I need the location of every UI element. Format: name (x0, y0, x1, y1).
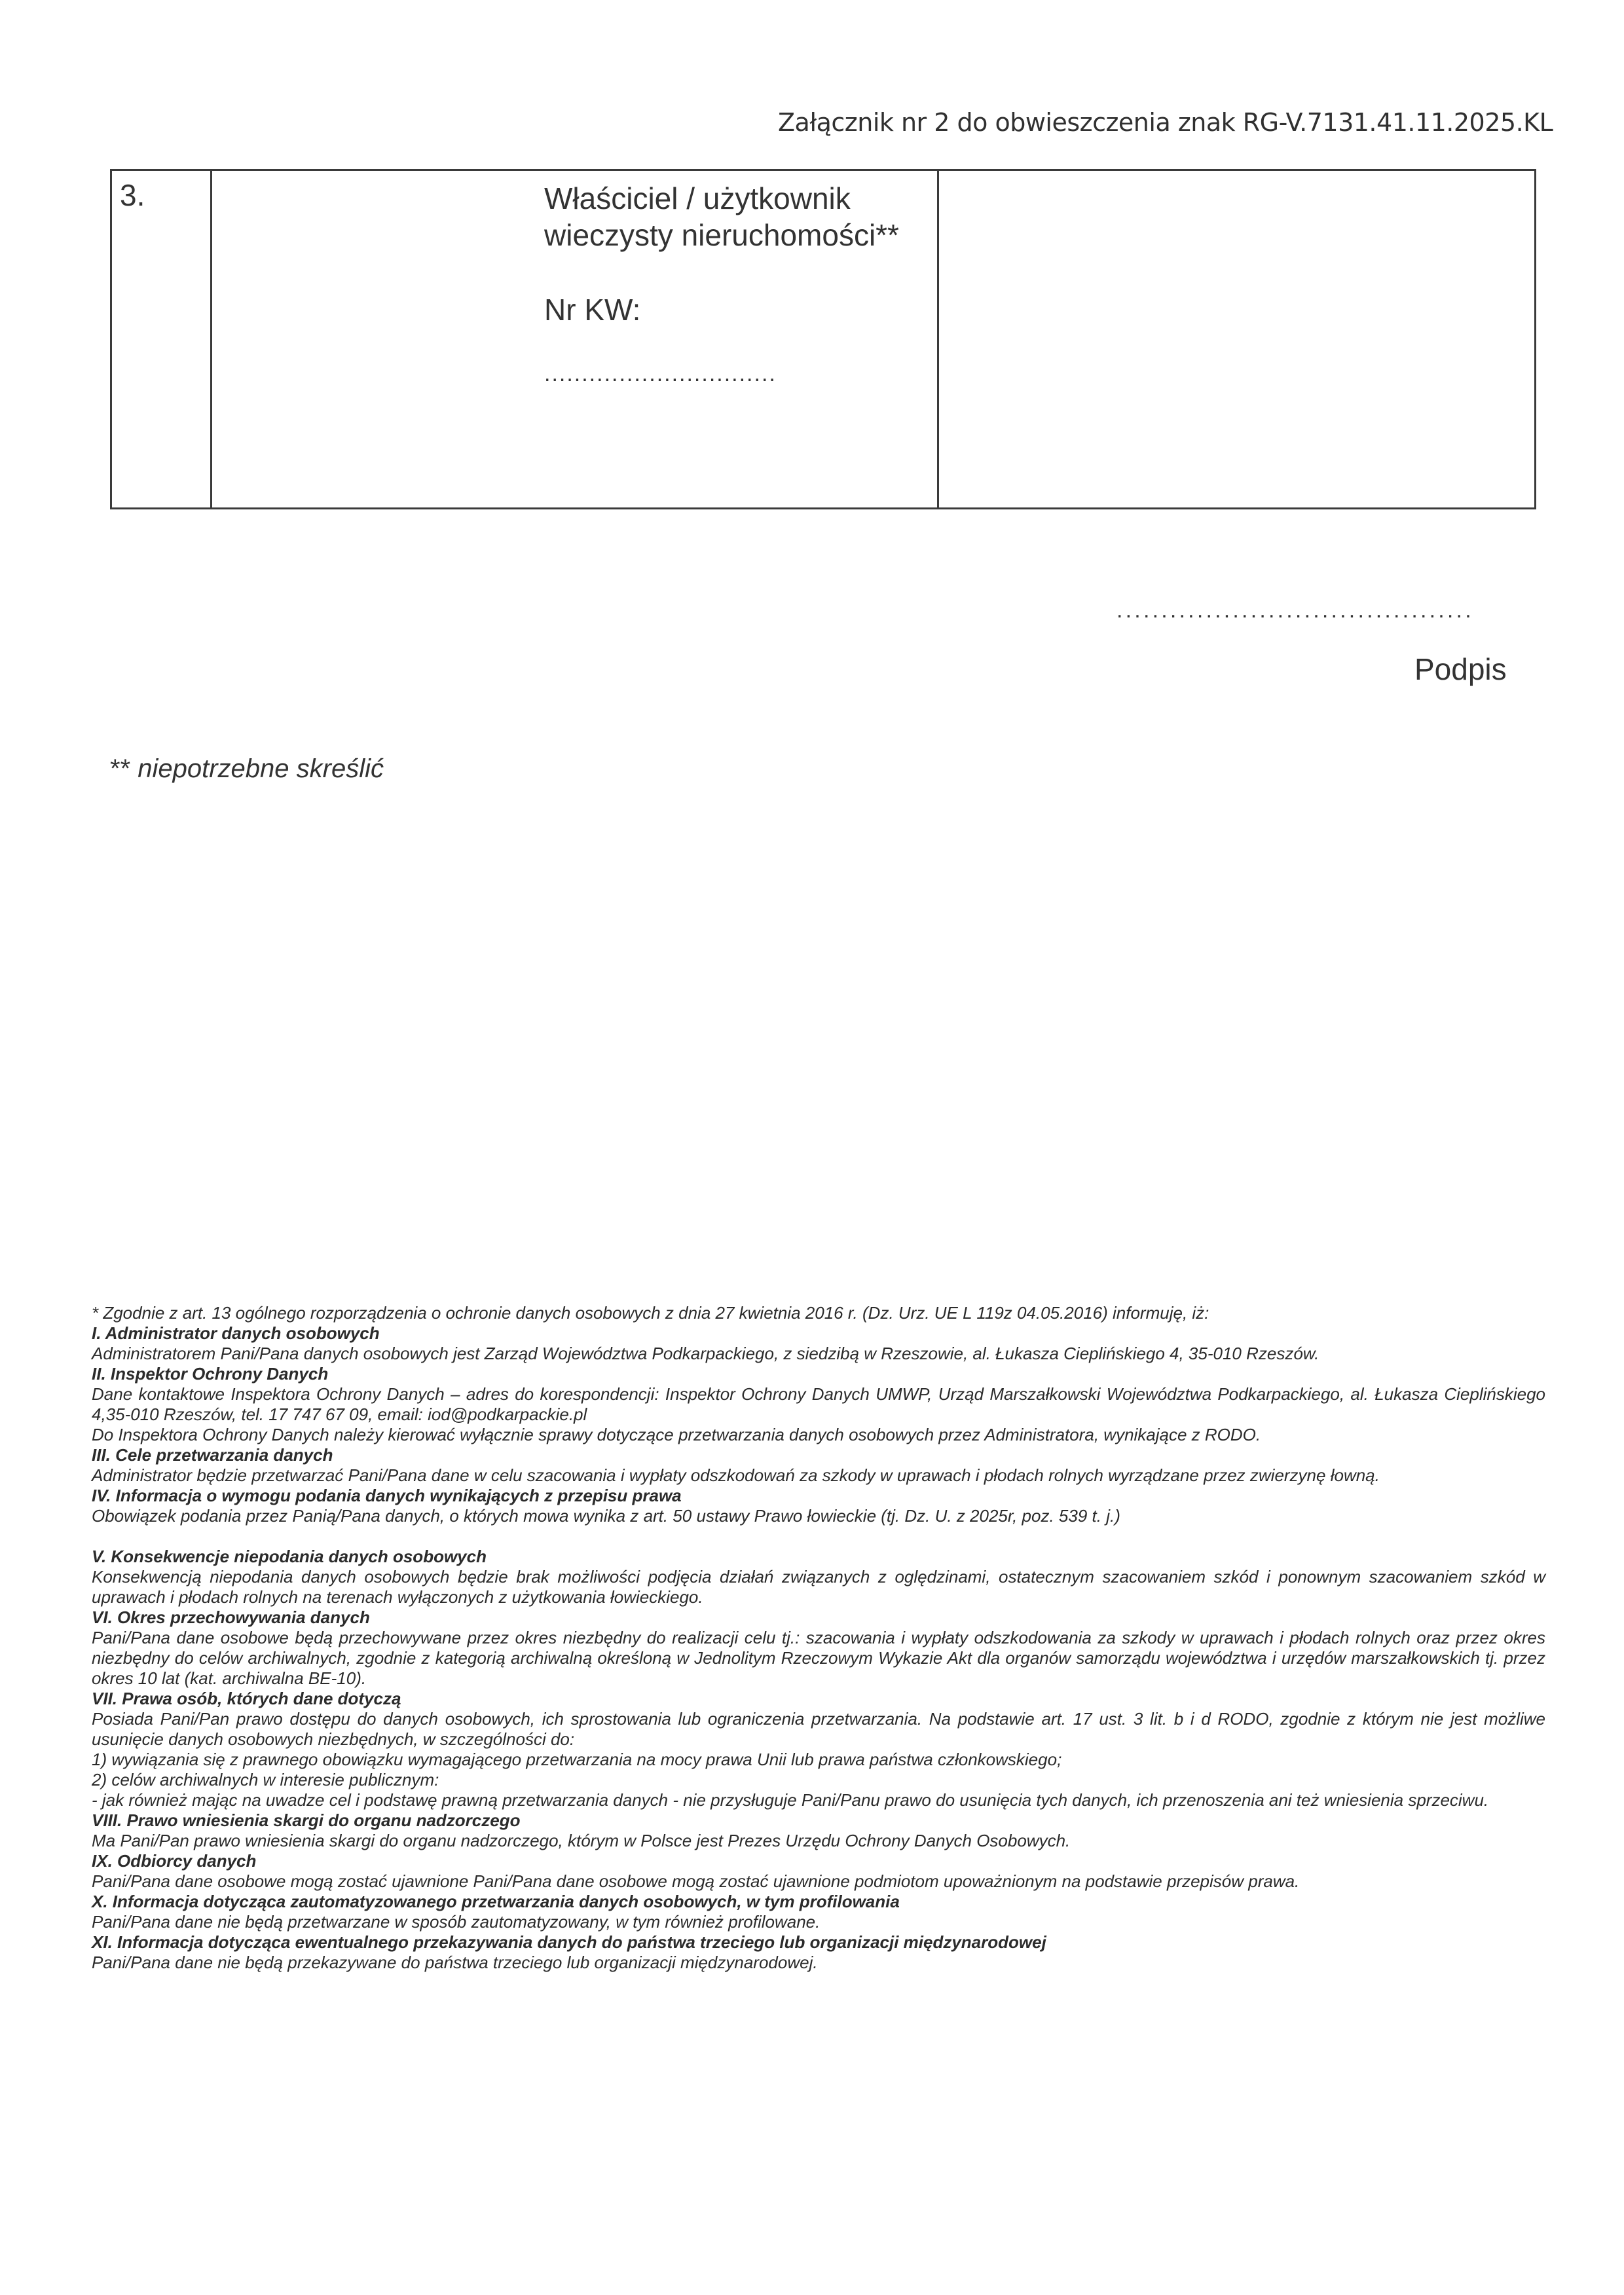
section-text: Pani/Pana dane osobowe mogą zostać ujawnione Pani/Pana dane osobowe mogą zostać ujawnione podmiotom upoważnionym na podstawie przepisów prawa. (92, 1871, 1300, 1891)
strike-footnote (110, 753, 384, 784)
land-register-label: Nr KW: (544, 293, 641, 327)
section-text: Ma Pani/Pan prawo wniesienia skargi do organu nadzorczego, którym w Polsce jest Prezes Urzędu Ochrony Danych Osobowych. (92, 1831, 1071, 1850)
section-text: 1) wywiązania się z prawnego obowiązku wymagającego przetwarzania na mocy prawa Unii lub prawa państwa członkowskiego; (92, 1750, 1062, 1769)
section-heading: VI. Okres przechowywania danych (92, 1607, 370, 1627)
section-heading: IV. Informacja o wymogu podania danych wynikających z przepisu prawa (92, 1486, 682, 1505)
spacer (92, 1526, 1545, 1547)
rodo-intro: * Zgodnie z art. 13 ogólnego rozporządzenia o ochronie danych osobowych z dnia 27 kwietnia 2016 r. (Dz. Urz. UE L 119z 04.05.2016) informuję, iż: (92, 1303, 1209, 1323)
section-text: Administratorem Pani/Pana danych osobowych jest Zarząd Województwa Podkarpackiego, z siedzibą w Rzeszowie, al. Łukasza Cieplińskiego 4, 35-010 Rzeszów. (92, 1344, 1320, 1363)
section-text: Administrator będzie przetwarzać Pani/Pana dane w celu szacowania i wypłaty odszkodowań za szkody w uprawach i płodach rolnych wyrządzane przez zwierzynę łowną. (92, 1465, 1380, 1485)
section-text: 2) celów archiwalnych w interesie publicznym: (92, 1770, 439, 1790)
section-text: Pani/Pana dane nie będą przetwarzane w sposób zautomatyzowany, w tym również profilowane. (92, 1912, 821, 1932)
table-column-divider (937, 171, 939, 507)
section-heading: II. Inspektor Ochrony Danych (92, 1364, 329, 1384)
section-heading: VIII. Prawo wniesienia skargi do organu nadzorczego (92, 1810, 521, 1830)
section-heading: VII. Prawa osób, których dane dotyczą (92, 1689, 401, 1708)
annex-header: Załącznik nr 2 do obwieszczenia znak RG-V.7131.41.11.2025.KL (778, 108, 1553, 137)
owner-label-line: wieczysty nieruchomości** (544, 218, 899, 252)
signature-label: Podpis (1414, 652, 1507, 686)
section-text: Obowiązek podania przez Panią/Pana danych, o których mowa wynika z art. 50 ustawy Prawo łowieckie (tj. Dz. U. z 2025r, poz. 539 t. j.) (92, 1506, 1120, 1526)
owner-label (544, 180, 931, 253)
rodo-information-clause (92, 1303, 1545, 1973)
section-heading: III. Cele przetwarzania danych (92, 1445, 333, 1465)
signature-line[interactable]: ........................................ (1116, 598, 1474, 623)
section-heading: X. Informacja dotycząca zautomatyzowanego przetwarzania danych osobowych, w tym profilowania (92, 1892, 900, 1911)
section-heading: IX. Odbiorcy danych (92, 1851, 257, 1871)
section-text: Pani/Pana dane nie będą przekazywane do państwa trzeciego lub organizacji międzynarodowej. (92, 1953, 818, 1972)
section-heading: V. Konsekwencje niepodania danych osobowych (92, 1547, 487, 1566)
section-text: Posiada Pani/Pan prawo dostępu do danych osobowych, ich sprostowania lub ograniczenia przetwarzania. Na podstawie art. 17 ust. 3 lit. b i d RODO, zgodnie z którym nie jest możliwe usunięcie danych osobowych niezbędnych, w szczególności do: (92, 1709, 1545, 1749)
section-text: - jak również mając na uwadze cel i podstawę prawną przetwarzania danych - nie przysługuje Pani/Panu prawo do usunięcia tych danych, ich przenoszenia ani też wniesienia sprzeciwu. (92, 1790, 1489, 1810)
section-heading: I. Administrator danych osobowych (92, 1323, 380, 1343)
footnote-marker: ** (110, 754, 131, 783)
property-owner-table (110, 169, 1536, 509)
owner-label-line: Właściciel / użytkownik (544, 181, 851, 215)
row-number: 3. (120, 178, 145, 212)
section-text: Pani/Pana dane osobowe będą przechowywane przez okres niezbędny do realizacji celu tj.: szacowania i wypłaty odszkodowania za szkody w uprawach i płodach rolnych oraz przez okres niezbędny do celów archiwalnych, zgodnie z kategorią archiwalną określoną w Jednolitym Rzeczowym Wykazie Akt dla organów samorządu województwa i urzędów marszałkowskich tj. przez okres 10 lat (kat. archiwalna BE-10). (92, 1628, 1545, 1688)
section-text: Do Inspektora Ochrony Danych należy kierować wyłącznie sprawy dotyczące przetwarzania danych osobowych przez Administratora, wynikające z RODO. (92, 1425, 1261, 1444)
section-text: Konsekwencją niepodania danych osobowych będzie brak możliwości podjęcia działań związanych z oględzinami, ostatecznym szacowaniem szkód i ponownym szacowaniem szkód w uprawach i płodach rolnych na terenach wyłączonych z użytkowania łowieckiego. (92, 1567, 1545, 1607)
land-register-field[interactable]: ............................... (544, 361, 777, 386)
section-heading: XI. Informacja dotycząca ewentualnego przekazywania danych do państwa trzeciego lub organizacji międzynarodowej (92, 1932, 1046, 1952)
footnote-text: niepotrzebne skreślić (130, 754, 384, 783)
table-column-divider (210, 171, 212, 507)
section-text: Dane kontaktowe Inspektora Ochrony Danych – adres do korespondencji: Inspektor Ochrony Danych UMWP, Urząd Marszałkowski Województwa Podkarpackiego, al. Łukasza Cieplińskiego 4,35-010 Rzeszów, tel. 17 747 67 09, email: iod@podkarpackie.pl (92, 1384, 1545, 1424)
